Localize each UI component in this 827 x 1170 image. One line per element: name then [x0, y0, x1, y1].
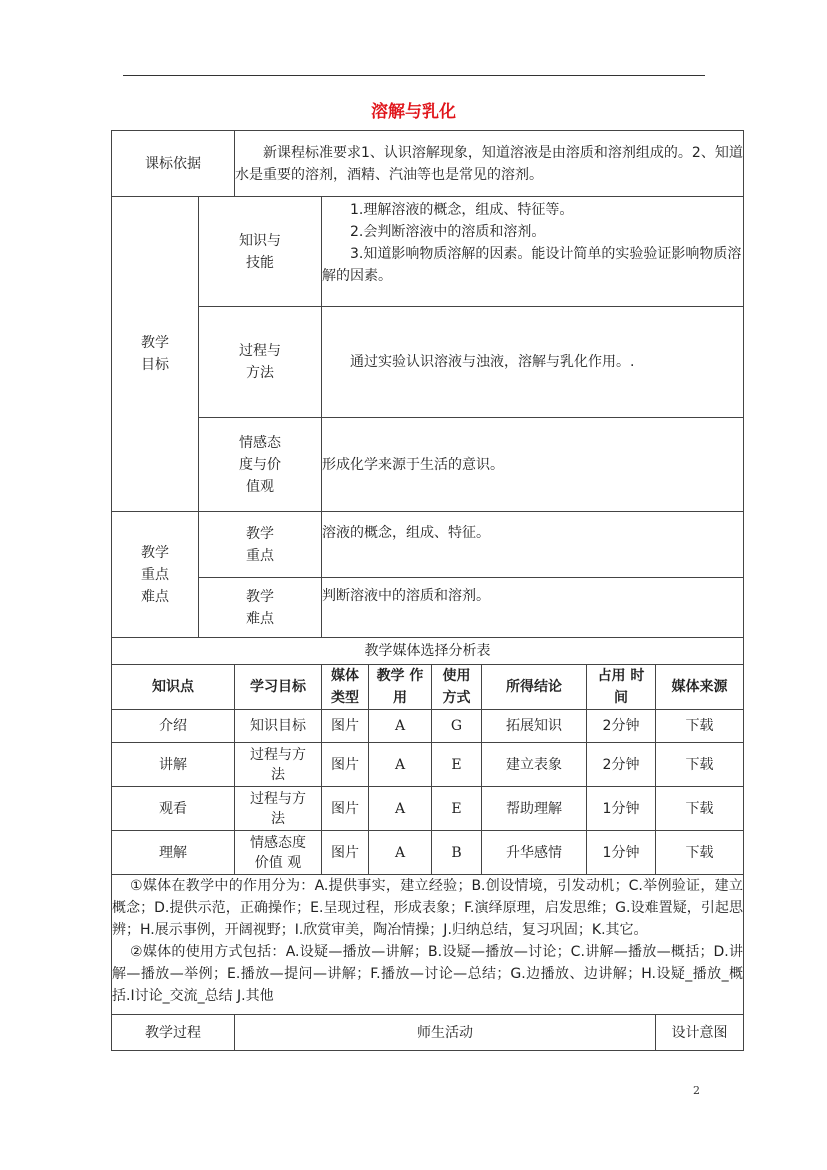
media-usage-note: ②媒体的使用方式包括：A.设疑—播放—讲解；B.设疑—播放—讨论；C.讲解—播放—概括；D.讲解—播放—举例；E.播放—提问—讲解；F.播放—讨论—总结；G.边播放、边讲解；H.设疑_播放_概括.I讨论_交流_总结 J.其他 — [112, 944, 743, 1004]
emotion-label-line2: 度与价 — [239, 456, 281, 473]
cell-goal-line2: 法 — [271, 766, 285, 783]
header-usage — [432, 665, 482, 710]
cell-role: A — [369, 710, 432, 743]
process-text: 通过实验认识溶液与浊液，溶解与乳化作用。. — [322, 307, 744, 418]
header-usage-line2: 方式 — [442, 690, 471, 706]
header-time-line2: 间 — [614, 690, 628, 706]
process-header-intent: 设计意图 — [656, 1015, 744, 1051]
emotion-label-line1: 情感态 — [239, 434, 281, 451]
objective-process-row — [112, 307, 744, 418]
cell-role: A — [369, 743, 432, 787]
cell-time: 1分钟 — [587, 831, 656, 875]
header-role-line2: 用 — [393, 690, 407, 706]
difficulty-label — [199, 578, 322, 638]
table-row — [112, 743, 744, 787]
media-notes-row — [112, 875, 744, 1015]
header-knowledge-point: 知识点 — [112, 665, 235, 710]
header-role-line1: 教学 作 — [376, 668, 424, 684]
focus-label-line1: 教学 — [141, 544, 169, 561]
cell-goal-line1: 知识目标 — [250, 718, 306, 734]
cell-goal — [235, 787, 322, 831]
media-table-title-row — [112, 638, 744, 665]
cell-goal-line2: 价值 观 — [254, 854, 302, 871]
objective-knowledge-row — [112, 197, 744, 307]
focus-label-line3: 难点 — [141, 588, 169, 605]
knowledge-label — [199, 197, 322, 307]
knowledge-goal-item: 1.理解溶液的概念，组成、特征等。 — [350, 202, 574, 218]
process-label-line2: 方法 — [246, 365, 274, 381]
header-rule — [123, 75, 705, 76]
cell-conclusion: 帮助理解 — [482, 787, 587, 831]
cell-conclusion: 拓展知识 — [482, 710, 587, 743]
cell-type: 图片 — [322, 743, 369, 787]
process-header-stage: 教学过程 — [112, 1015, 235, 1051]
cell-role: A — [369, 787, 432, 831]
curriculum-label: 课标依据 — [112, 131, 235, 197]
difficulty-text: 判断溶液中的溶质和溶剂。 — [322, 578, 744, 638]
cell-type: 图片 — [322, 787, 369, 831]
cell-usage: G — [432, 710, 482, 743]
cell-time: 2分钟 — [587, 710, 656, 743]
cell-usage: E — [432, 787, 482, 831]
table-row — [112, 710, 744, 743]
table-row — [112, 787, 744, 831]
header-media-type-line2: 类型 — [331, 690, 359, 706]
cell-goal — [235, 710, 322, 743]
page-number: 2 — [693, 1084, 700, 1097]
difficulty-label-line2: 难点 — [246, 610, 274, 627]
cell-source: 下载 — [656, 710, 744, 743]
key-point-label-line2: 重点 — [246, 547, 274, 564]
header-role — [369, 665, 432, 710]
cell-goal — [235, 743, 322, 787]
header-time-line1: 占用 时 — [597, 668, 645, 684]
knowledge-label-line1: 知识与 — [239, 232, 281, 249]
cell-point: 讲解 — [112, 743, 235, 787]
knowledge-goal-item: 3.知道影响物质溶解的因素。能设计简单的实验验证影响物质溶解的因素。 — [322, 246, 742, 284]
cell-point: 观看 — [112, 787, 235, 831]
header-usage-line1: 使用 — [442, 668, 471, 684]
cell-goal-line1: 情感态度 — [250, 834, 306, 851]
cell-goal — [235, 831, 322, 875]
header-media-type-line1: 媒体 — [331, 668, 359, 684]
process-header-activity: 师生活动 — [235, 1015, 656, 1051]
cell-time: 2分钟 — [587, 743, 656, 787]
knowledge-goals — [322, 197, 744, 307]
cell-source: 下载 — [656, 831, 744, 875]
objective-emotion-row — [112, 418, 744, 512]
header-media-type — [322, 665, 369, 710]
media-table-title: 教学媒体选择分析表 — [112, 638, 744, 665]
document-title: 溶解与乳化 — [371, 102, 456, 122]
focus-label-line2: 重点 — [141, 566, 169, 583]
key-point-label — [199, 512, 322, 578]
curriculum-row — [112, 131, 744, 197]
cell-source: 下载 — [656, 743, 744, 787]
media-table-header-row — [112, 665, 744, 710]
process-label-line1: 过程与 — [239, 343, 281, 359]
table-row — [112, 831, 744, 875]
objectives-label — [112, 197, 199, 512]
cell-usage: B — [432, 831, 482, 875]
objectives-label-line1: 教学 — [141, 335, 169, 351]
key-point-row — [112, 512, 744, 578]
media-role-note: ①媒体在教学中的作用分为：A.提供事实，建立经验；B.创设情境，引发动机；C.举例验证，建立概念；D.提供示范，正确操作；E.呈现过程，形成表象；F.演绎原理，启发思维；G.设难置疑，引起思辨；H.展示事例，开阔视野；I.欣赏审美，陶冶情操；J.归纳总结，复习巩固；K.其它。 — [112, 878, 743, 938]
header-source: 媒体来源 — [656, 665, 744, 710]
header-time — [587, 665, 656, 710]
curriculum-text: 新课程标准要求1、认识溶解现象，知道溶液是由溶质和溶剂组成的。2、知道水是重要的溶剂，酒精、汽油等也是常见的溶剂。 — [235, 131, 744, 197]
emotion-label-line3: 值观 — [246, 478, 274, 495]
cell-goal-line2: 法 — [271, 810, 285, 827]
cell-goal-line1: 过程与方 — [250, 746, 306, 763]
cell-type: 图片 — [322, 710, 369, 743]
cell-goal-line1: 过程与方 — [250, 790, 306, 807]
knowledge-goal-item: 2.会判断溶液中的溶质和溶剂。 — [350, 224, 546, 240]
knowledge-label-line2: 技能 — [246, 254, 274, 271]
cell-type: 图片 — [322, 831, 369, 875]
media-notes — [112, 875, 744, 1015]
objectives-label-line2: 目标 — [141, 357, 169, 373]
header-conclusion: 所得结论 — [482, 665, 587, 710]
cell-conclusion: 建立表象 — [482, 743, 587, 787]
cell-point: 介绍 — [112, 710, 235, 743]
header-goal: 学习目标 — [235, 665, 322, 710]
emotion-label — [199, 418, 322, 512]
emotion-text: 形成化学来源于生活的意识。 — [322, 418, 744, 512]
focus-label — [112, 512, 199, 638]
key-point-text: 溶液的概念，组成、特征。 — [322, 512, 744, 578]
cell-point: 理解 — [112, 831, 235, 875]
process-header-row — [112, 1015, 744, 1051]
key-point-label-line1: 教学 — [246, 525, 274, 542]
cell-role: A — [369, 831, 432, 875]
cell-source: 下载 — [656, 787, 744, 831]
cell-usage: E — [432, 743, 482, 787]
difficulty-row — [112, 578, 744, 638]
lesson-plan-table — [111, 130, 744, 1051]
cell-time: 1分钟 — [587, 787, 656, 831]
cell-conclusion: 升华感情 — [482, 831, 587, 875]
difficulty-label-line1: 教学 — [246, 588, 274, 605]
process-label — [199, 307, 322, 418]
